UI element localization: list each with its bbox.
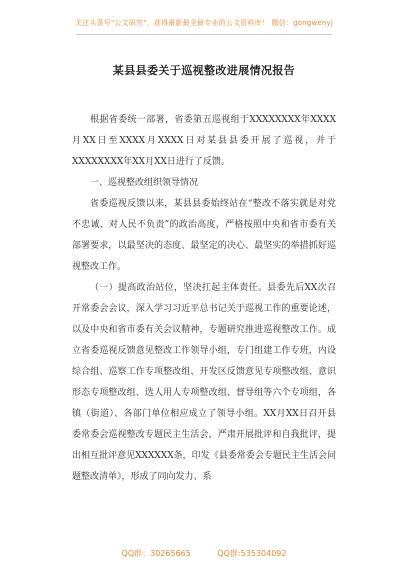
footer-qq-group-1: QQ群：30265665 (121, 549, 191, 558)
section-heading: 一、巡视整改组织领导情况 (90, 178, 199, 188)
page-title: 某县县委关于巡视整改进展情况报告 (112, 64, 296, 77)
header-banner: 关注头条号"公文研究"，获得最新最全最专业的公文资料库！ 微信：gongwenyj (74, 19, 334, 27)
header-divider (76, 34, 332, 35)
footer-contacts (0, 548, 408, 559)
body-paragraph: 省委巡视反馈以来，某县县委始终站在“整改不落实就是对党不忠诚、对人民不负责”的政治高度，严格按照中央和省市委有关部署要求，以最坚决的态度、最坚定的决心、最坚实的举措抓好巡视整改工作。 (72, 199, 336, 272)
footer-qq-group-2: QQ群:535304092 (217, 549, 287, 558)
document-body (72, 110, 336, 488)
body-paragraph: （一）提高政治站位，坚决扛起主体责任。县委先后XX次召开常委会会议，深入学习习近平总书记关于巡视工作的重要论述，以及中央和省市委有关会议精神，专题研究推进巡视整改工作。成立省委巡视反馈意见整改工作领导小组，专门组建工作专班，内设综合组、巡察工作专项整改组、开发区反馈意见专项整改组、意识形态专项整改组、选人用人专项整改组、督导组等六个专项组，各镇（街道）、各部门单位相应成立了领导小组。XX月XX日召开县委常委会巡视整改专题民主生活会，严肃开展批评和自我批评，提出相互批评意见XXXXXX条，印发《县委常委会专题民主生活会问题整改清单》，形成了同向发力、系 (72, 283, 336, 482)
body-paragraph-intro: 根据省委统一部署，省委第五巡视组于XXXXXXXX年XXXX月XX日至XXXX月XXXX日对某县县委开展了巡视，并于XXXXXXXX年XX月XX日进行了反馈。 (72, 115, 336, 167)
